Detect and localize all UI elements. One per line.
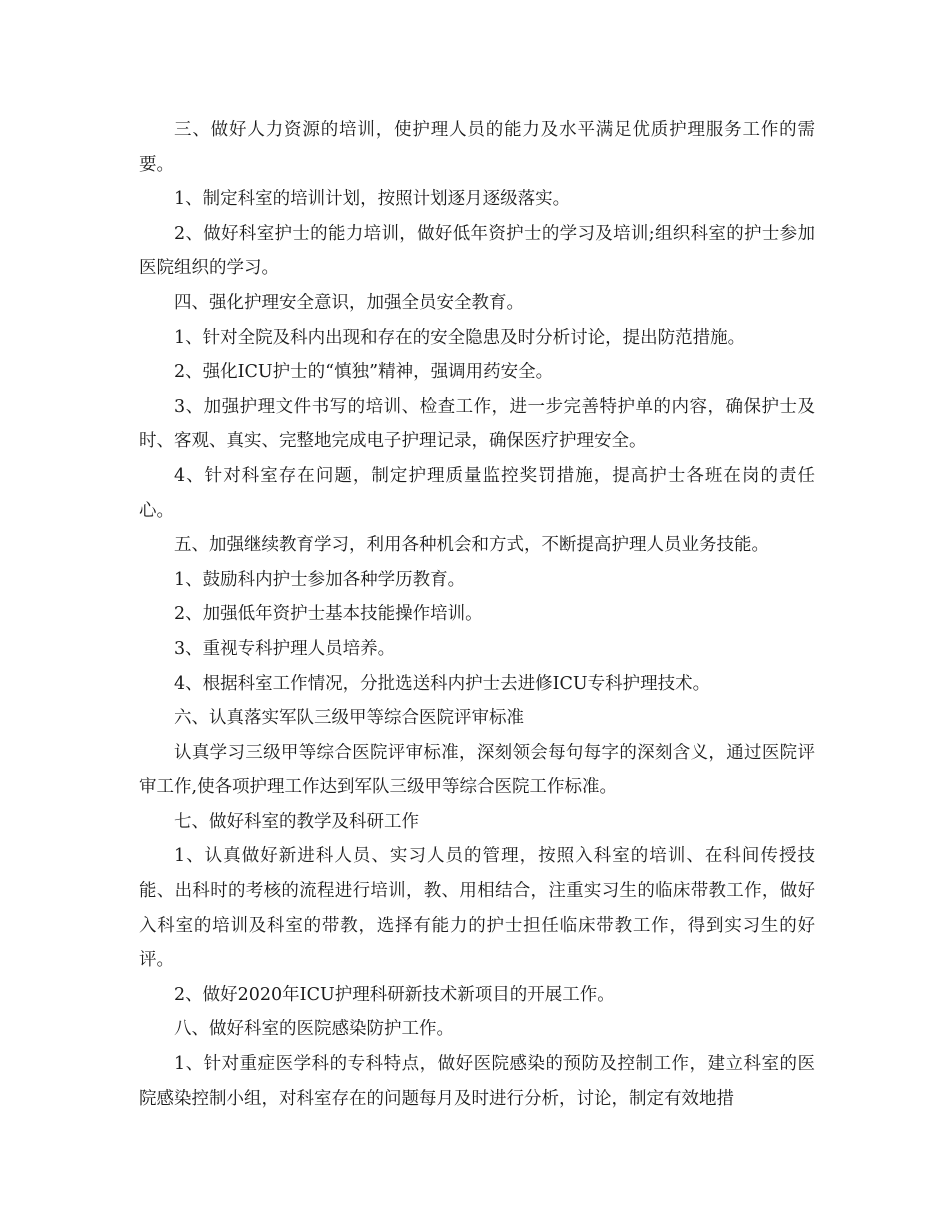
paragraph-section-6: 六、认真落实军队三级甲等综合医院评审标准: [174, 708, 524, 729]
paragraph-section-3: 三、做好人力资源的培训，使护理人员的能力及水平满足优质护理服务工作的需要。: [139, 120, 815, 175]
paragraph-item: 4、根据科室工作情况，分批选送科内护士去进修ICU专科护理技术。: [174, 673, 711, 694]
paragraph-item: 3、重视专科护理人员培养。: [174, 638, 396, 659]
paragraph-item: 2、做好科室护士的能力培训，做好低年资护士的学习及培训;组织科室的护士参加医院组织的学习。: [139, 223, 815, 279]
paragraph-item: 1、鼓励科内护士参加各种学历教育。: [174, 569, 466, 590]
paragraph-item: 3、加强护理文件书写的培训、检查工作，进一步完善特护单的内容，确保护士及时、客观、真实、完整地完成电子护理记录，确保医疗护理安全。: [139, 396, 815, 452]
paragraph-section-4: 四、强化护理安全意识，加强全员安全教育。: [174, 292, 524, 313]
paragraph-item: 1、认真做好新进科人员、实习人员的管理，按照入科室的培训、在科间传授技能、出科时的考核的流程进行培训，教、用相结合，注重实习生的临床带教工作，做好入科室的培训及科室的带教，选择有能力的护士担任临床带教工作，得到实习生的好评。: [139, 846, 815, 971]
paragraph-section-7: 七、做好科室的教学及科研工作: [174, 811, 419, 832]
paragraph-item: 2、加强低年资护士基本技能操作培训。: [174, 604, 483, 625]
paragraph-item: 1、针对重症医学科的专科特点，做好医院感染的预防及控制工作，建立科室的医院感染控制小组，对科室存在的问题每月及时进行分析，讨论，制定有效地措: [139, 1054, 815, 1109]
paragraph-item: 1、制定科室的培训计划，按照计划逐月逐级落实。: [174, 189, 571, 210]
paragraph-item: 4、针对科室存在问题，制定护理质量监控奖罚措施，提高护士各班在岗的责任心。: [139, 465, 815, 521]
paragraph-item: 1、针对全院及科内出现和存在的安全隐患及时分析讨论，提出防范措施。: [174, 327, 746, 348]
document-body: [139, 113, 815, 1116]
paragraph-item: 认真学习三级甲等综合医院评审标准，深刻领会每句每字的深刻含义，通过医院评审工作,使各项护理工作达到军队三级甲等综合医院工作标准。: [139, 742, 815, 798]
paragraph-section-8: 八、做好科室的医院感染防护工作。: [174, 1019, 454, 1040]
paragraph-item: 2、强化ICU护士的“慎独”精神，强调用药安全。: [174, 362, 554, 383]
paragraph-item: 2、做好2020年ICU护理科研新技术新项目的开展工作。: [174, 984, 615, 1005]
paragraph-section-5: 五、加强继续教育学习，利用各种机会和方式，不断提高护理人员业务技能。: [174, 535, 769, 556]
